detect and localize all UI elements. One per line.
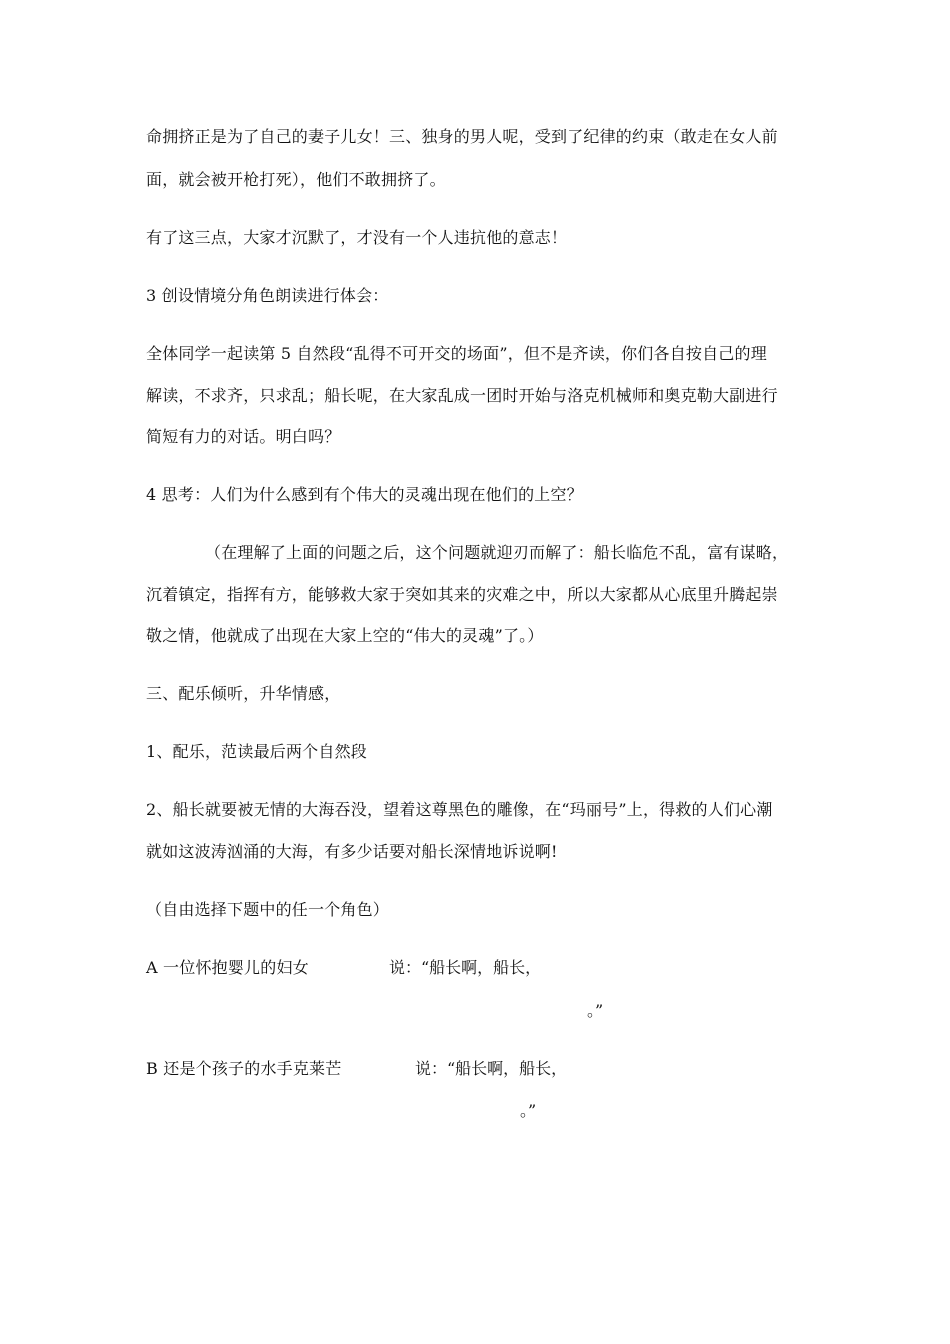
paragraph-line: 面，就会被开枪打死），他们不敢拥挤了。 — [146, 170, 446, 189]
paragraph-line: 敬之情，他就成了出现在大家上空的“伟大的灵魂”了。） — [146, 626, 544, 645]
step-heading-4: 4 思考：人们为什么感到有个伟大的灵魂出现在他们的上空？ — [146, 485, 583, 504]
paragraph-line: 全体同学一起读第 5 自然段“乱得不可开交的场面”，但不是齐读，你们各自按自己的理 — [146, 344, 767, 363]
section-heading: 三、配乐倾听，升华情感， — [146, 684, 341, 703]
list-item: 1、配乐，范读最后两个自然段 — [146, 742, 367, 761]
paragraph-line: 解读，不求齐，只求乱；船长呢，在大家乱成一团时开始与洛克机械师和奥克勒大副进行 — [146, 386, 778, 405]
paragraph-line: （在理解了上面的问题之后，这个问题就迎刃而解了：船长临危不乱，富有谋略， — [205, 543, 789, 562]
paragraph-line: 简短有力的对话。明白吗？ — [146, 427, 341, 446]
option-a-role: A 一位怀抱婴儿的妇女 — [146, 958, 309, 977]
paragraph-line: 命拥挤正是为了自己的妻子儿女！三、独身的男人呢，受到了纪律的约束（敢走在女人前 — [146, 127, 778, 146]
list-item-line: 2、船长就要被无情的大海吞没，望着这尊黑色的雕像，在“玛丽号”上，得救的人们心潮 — [146, 800, 773, 819]
option-b-end: 。” — [520, 1101, 537, 1120]
option-b-says: 说：“船长啊，船长， — [415, 1059, 568, 1078]
note-text: （自由选择下题中的任一个角色） — [146, 900, 390, 919]
option-a-says: 说：“船长啊，船长， — [389, 958, 542, 977]
paragraph: 有了这三点，大家才沉默了，才没有一个人违抗他的意志！ — [146, 228, 568, 247]
list-item-line: 就如这波涛汹涌的大海，有多少话要对船长深情地诉说啊! — [146, 842, 558, 861]
option-a-end: 。” — [587, 1001, 604, 1020]
step-heading-3: 3 创设情境分角色朗读进行体会： — [146, 286, 389, 305]
paragraph-line: 沉着镇定，指挥有方，能够救大家于突如其来的灾难之中，所以大家都从心底里升腾起崇 — [146, 585, 778, 604]
option-b-role: B 还是个孩子的水手克莱芒 — [146, 1059, 342, 1078]
